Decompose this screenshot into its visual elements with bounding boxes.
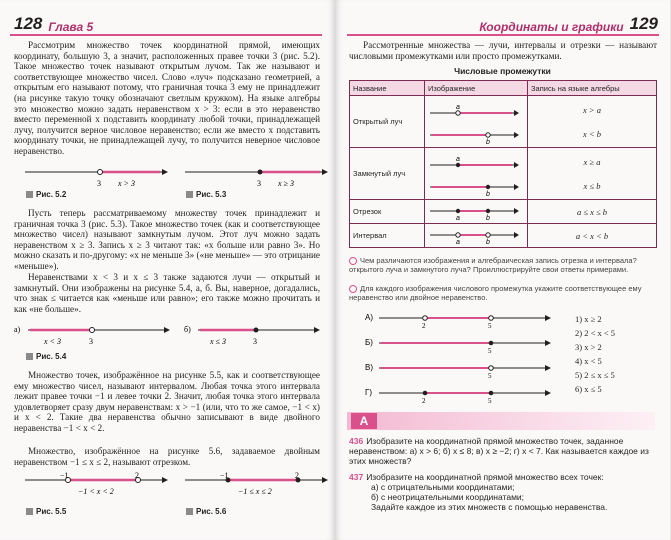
caption-5-6 [186,507,226,516]
column-header: Название [350,81,425,96]
tick-label: 3 [97,179,101,188]
closed-ray-images [428,149,520,197]
section-letter: А [351,413,377,429]
section-band [347,412,655,430]
ineq-label: x ≥ 3 [278,179,294,188]
point-label: a [456,103,460,111]
paragraph-text: Неравенствами x < 3 и x ≤ 3 также задаются лучи — открытый и замкнутый. Они изображены на рисунке 5.4, а, б. Вы, наверное, догадались, что знак ≤ читается как «меньше или равно»; его также можно прочитать и как «не больше». [14,272,320,314]
interval-image [428,225,520,245]
caption-5-2 [26,190,66,199]
tick-label-a: −1 [220,471,229,480]
row-record [528,96,657,148]
column-header: Запись на языке алгебры [528,81,657,96]
line-label: А) [365,313,373,322]
paragraph-open-ray [14,40,320,157]
row-name: Интервал [350,224,425,248]
paragraph-text: Рассмотренные множества — лучи, интервалы и отрезки — называют числовыми промежутками или просто промежутками. [349,40,657,61]
tick-label: 5 [488,397,492,405]
row-image [425,96,528,148]
paragraph-interval [14,370,320,434]
line-b [365,338,551,355]
figure-5-5 [20,470,170,504]
point-label: a [456,214,460,221]
answer-item: 2) 2 < x < 5 [575,328,616,338]
left-page [0,0,335,540]
header-rule [10,34,322,36]
tick-label: 2 [422,397,426,405]
exercise-437 [349,472,657,512]
point-label: a [456,155,460,163]
table-row [350,96,657,148]
paragraph-text: Множество точек, изображённое на рисунке 5.5, как и соответствующее ему множество чисел, называют интервалом. Любая точка этого интервала лежит правее точки −1 и левее точки 2. Значит, любая точка этого интервала удовлетворяет сразу двум неравенствам: x > −1 (или, что то же самое, −1 < x) и x < 2. Такие два неравенства обычно записывают в виде двойного неравенства −1 < x < 2. [14,370,320,433]
row-name: Открытый луч [350,96,425,148]
section-title: Координаты и графики [479,20,624,34]
row-name: Замкнутый луч [350,148,425,200]
question-text: Чем различаются изображения и алгебраическая запись отрезка и интервала? открытого луча и замкнутого луча? Проиллюстрируйте свои ответы примерами. [349,256,637,275]
exercise-subitem: Задайте каждое из этих множеств с помощью неравенства. [371,502,608,512]
tick-label-b: 2 [295,471,299,480]
point-label: b [486,214,490,221]
question-bullet-icon [349,257,357,265]
tick-label: 5 [488,322,492,330]
chapter-title: Глава 5 [48,20,94,34]
right-header [479,12,658,34]
exercise-number: 437 [349,472,364,482]
exercise-subitem: а) с отрицательными координатами; [371,482,515,492]
exercise-subitem: б) с неотрицательными координатами; [371,492,525,502]
row-image [425,200,528,224]
tick-label: 2 [422,322,426,330]
answer-item: 4) x < 5 [575,356,602,366]
right-page [335,0,670,540]
row-name: Отрезок [350,200,425,224]
question-1 [349,256,657,274]
exercise-text: Изобразите на координатной прямой множество всех точек: [366,472,604,482]
ineq-label: −1 < x < 2 [78,487,114,496]
line-label: Б) [365,338,373,347]
sub-label-a: а) [14,325,21,334]
figure-5-6 [180,470,330,504]
ineq-label: x < 3 [44,337,61,346]
caption-text: Рис. 5.5 [36,507,67,516]
sub-label-b: б) [184,325,191,334]
answer-item: 1) x ≥ 2 [575,314,602,324]
page-number: 129 [629,14,658,33]
caption-text: Рис. 5.4 [36,352,67,361]
header-rule [347,34,659,36]
point-label: b [486,138,490,145]
caption-text: Рис. 5.6 [196,507,227,516]
table-header-row [350,81,657,96]
paragraph-text: Множество, изображённое на рисунке 5.6, задаваемое двойным неравенством −1 ≤ x ≤ 2, называют отрезком. [14,446,320,467]
tick-label-a: −1 [60,471,69,480]
answer-item: 6) x ≤ 5 [575,384,602,394]
caption-square-icon [26,191,33,198]
question-text: Для каждого изображения числового промежутка укажите соответствующее ему неравенство или двойное неравенство. [349,284,642,303]
table-title: Числовые промежутки [454,66,551,76]
table-row [350,200,657,224]
line-c [365,363,551,380]
record-text: x ≤ b [583,180,601,191]
caption-5-3 [186,190,226,199]
point-label: b [486,190,490,197]
caption-square-icon [186,191,193,198]
matching-lines [365,308,565,408]
table-row [350,224,657,248]
paragraph-rays-less [14,272,320,314]
point-label: a [456,238,460,245]
line-label: Г) [365,388,372,397]
answer-item: 5) 2 ≤ x ≤ 5 [575,370,615,380]
answer-item: 3) x > 2 [575,342,602,352]
row-image [425,148,528,200]
caption-5-4 [26,352,66,361]
intro-paragraph [349,40,657,61]
line-d [365,388,551,405]
column-header: Изображение [425,81,528,96]
ineq-label: −1 ≤ x ≤ 2 [238,487,272,496]
segment-image [428,201,520,221]
line-label: В) [365,363,373,372]
record-text: x < b [582,128,601,139]
ineq-label: x > 3 [118,179,135,188]
intervals-table [349,80,657,248]
paragraph-segment [14,446,320,467]
caption-5-5 [26,507,66,516]
figure-5-4 [14,318,324,352]
line-a [365,313,551,330]
open-ray-images [428,97,520,145]
record-text: x ≥ a [583,156,601,167]
caption-text: Рис. 5.3 [196,190,227,199]
row-image [425,224,528,248]
caption-square-icon [186,508,193,515]
row-record [528,148,657,200]
caption-square-icon [26,508,33,515]
point-label: b [486,238,490,245]
paragraph-text: Рассмотрим множество точек координатной прямой, имеющих координату, большую 3, а значит, расположенных правее точки 3 (рис. 5.2). Такое множество точек называют открытым лучом. Так же называют и соответствующее множество чисел. Слово «луч» подсказано геометрией, а открытым его называют потому, что граничная точка 3 ему не принадлежит (на рисунке такую точку обозначают светлым кружком). На языке алгебры это множество можно задать неравенством x > 3: если в это неравенство вместо переменной x подставить координату любой точки, принадлежащей лучу, получится верное числовое неравенство; если же вместо x подставить координату точки, не принадлежащей лучу, то получится неверное числовое неравенство. [14,40,320,156]
tick-label: 3 [253,337,257,346]
exercise-436 [349,436,657,466]
tick-label: 3 [89,337,93,346]
tick-label: 5 [488,347,492,355]
answer-list [575,312,615,396]
caption-text: Рис. 5.2 [36,190,67,199]
page-number: 128 [14,14,43,33]
question-2 [349,284,657,302]
left-header [14,12,93,34]
record-text: x > a [582,104,601,115]
caption-square-icon [26,353,33,360]
row-record: a ≤ x ≤ b [528,200,657,224]
tick-label: 5 [488,372,492,380]
tick-label: 3 [257,179,261,188]
question-bullet-icon [349,285,357,293]
ineq-label: x ≤ 3 [210,337,226,346]
paragraph-closed-ray [14,208,320,272]
exercise-number: 436 [349,436,364,446]
exercise-text: Изобразите на координатной прямой множество точек, заданное неравенством: а) x > 6; б) x ≤ 8; в) x ≥ −2; г) x < 7. Как называется каждое из этих множеств? [349,436,649,466]
paragraph-text: Пусть теперь рассматриваемому множеству точек принадлежит и граничная точка 3 (рис. 5.3). Такое множество точек (как и соответствующее множество чисел) называют замкнутым лучом. Этот луч можно задать неравенством x ≥ 3. Запись x ≥ 3 читают так: «x больше или равно 3». Но можно сказать и по-другому: «x не меньше 3» («не меньше» — это отрицание «меньше»). [14,208,320,271]
row-record: a < x < b [528,224,657,248]
table-row [350,148,657,200]
tick-label-b: 2 [135,471,139,480]
